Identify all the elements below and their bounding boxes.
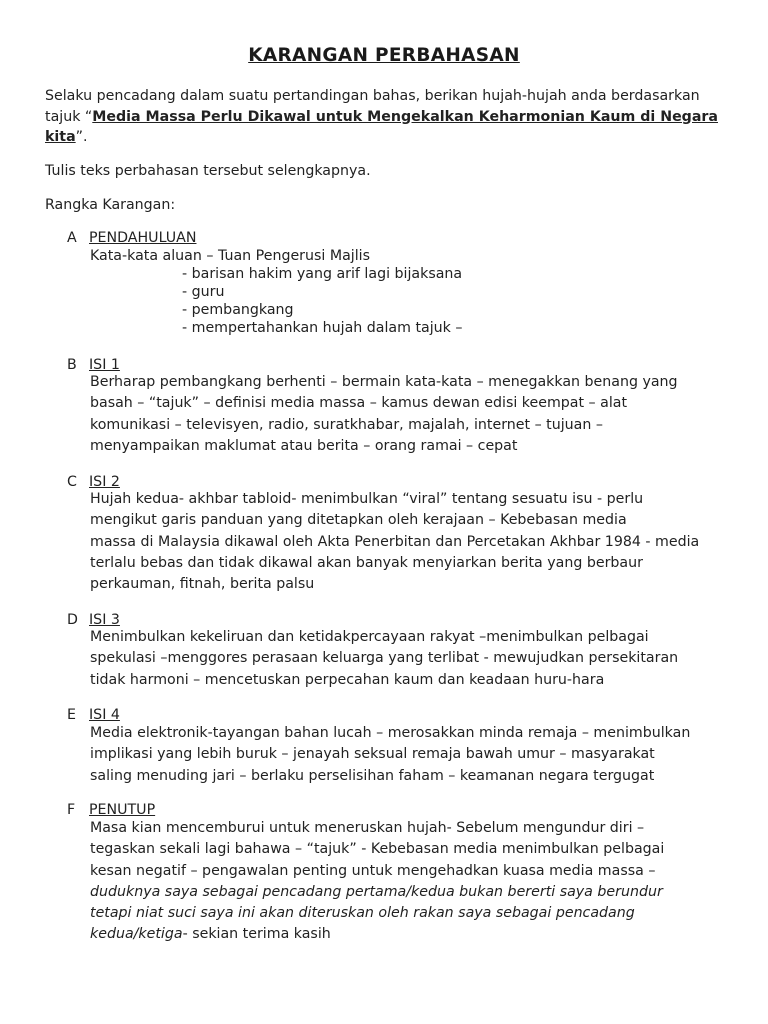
section-letter: A — [67, 230, 77, 246]
page-title: KARANGAN PERBAHASAN — [248, 45, 520, 66]
outline-label: Rangka Karangan: — [45, 197, 176, 213]
section-line: perkauman, fitnah, berita palsu — [90, 576, 315, 593]
section-heading-f — [67, 800, 155, 820]
section-line: terlalu bebas dan tidak dikawal akan banyak menyiarkan berita yang berbaur — [90, 554, 643, 571]
sub-item: - guru — [182, 284, 225, 300]
section-letter: F — [67, 802, 76, 818]
section-line: spekulasi –menggores perasaan keluarga yang terlibat - mewujudkan persekitaran — [90, 650, 679, 667]
section-line: Masa kian mencemburui untuk meneruskan hujah- Sebelum mengundur diri – — [90, 820, 645, 836]
section-letter: E — [67, 707, 76, 723]
section-letter: C — [67, 474, 77, 490]
closing-italic-text: kedua/ketiga — [90, 926, 183, 943]
section-line-italic: tetapi niat suci saya ini akan diteruskan oleh rakan saya sebagai pencadang — [90, 905, 635, 922]
section-heading-a — [67, 228, 196, 248]
sub-item: - mempertahankan hujah dalam tajuk – — [182, 320, 463, 336]
section-line: mengikut garis panduan yang ditetapkan oleh kerajaan – Kebebasan media — [90, 512, 627, 529]
section-title: ISI 3 — [89, 612, 120, 628]
section-a-sublist — [182, 265, 462, 337]
section-line: Hujah kedua- akhbar tabloid- menimbulkan “viral” tentang sesuatu isu - perlu — [90, 491, 644, 507]
section-body-d — [90, 627, 750, 691]
section-line: implikasi yang lebih buruk – jenayah seksual remaja bawah umur – masyarakat — [90, 746, 655, 763]
section-line: tegaskan sekali lagi bahawa – “tajuk” - Kebebasan media menimbulkan pelbagai — [90, 841, 665, 858]
sub-item: - pembangkang — [182, 302, 294, 318]
section-title: PENUTUP — [89, 802, 156, 818]
section-title: ISI 4 — [89, 707, 120, 723]
section-heading-e — [67, 705, 120, 725]
section-line: Media elektronik-tayangan bahan lucah – merosakkan minda remaja – menimbulkan — [90, 725, 691, 741]
section-body-f — [90, 818, 750, 946]
section-line-italic: duduknya saya sebagai pencadang pertama/kedua bukan bererti saya berundur — [90, 883, 663, 900]
intro-paragraph — [45, 86, 735, 148]
section-line: komunikasi – televisyen, radio, suratkhabar, majalah, internet – tujuan – — [90, 416, 603, 433]
intro-text: Selaku pencadang dalam suatu pertandingan bahas, berikan hujah-hujah anda berdasarkan tajuk “ — [45, 88, 700, 125]
section-line: basah – “tajuk” – definisi media massa – kamus dewan edisi keempat – alat — [90, 395, 628, 412]
section-letter: D — [67, 612, 78, 628]
section-line: kesan negatif – pengawalan penting untuk mengehadkan kuasa media massa – — [90, 862, 656, 879]
section-body-c — [90, 489, 750, 595]
section-body-e — [90, 723, 750, 787]
closing-plain-text: - sekian terima kasih — [182, 926, 331, 943]
section-body-b — [90, 372, 750, 457]
section-line: tidak harmoni – mencetuskan perpecahan kaum dan keadaan huru-hara — [90, 671, 605, 688]
section-title: ISI 2 — [89, 474, 120, 490]
section-line: Menimbulkan kekeliruan dan ketidakpercayaan rakyat –menimbulkan pelbagai — [90, 629, 649, 645]
section-line: saling menuding jari – berlaku perselisihan faham – keamanan negara tergugat — [90, 767, 655, 784]
section-title: PENDAHULUAN — [89, 230, 197, 246]
section-line: massa di Malaysia dikawal oleh Akta Penerbitan dan Percetakan Akhbar 1984 - media — [90, 533, 700, 550]
intro-closing: ”. — [75, 129, 88, 145]
section-line: Berharap pembangkang berhenti – bermain kata-kata – menegakkan benang yang — [90, 374, 678, 390]
section-letter: B — [67, 357, 77, 373]
sub-item: - barisan hakim yang arif lagi bijaksana — [182, 266, 463, 282]
instruction-text: Tulis teks perbahasan tersebut selengkapnya. — [45, 163, 371, 179]
section-closing-line — [90, 924, 750, 945]
essay-topic: Media Massa Perlu Dikawal untuk Mengekalkan Keharmonian Kaum di Negara kita — [45, 108, 718, 145]
section-title: ISI 1 — [89, 357, 120, 373]
section-line: menyampaikan maklumat atau berita – orang ramai – cepat — [90, 437, 518, 454]
section-line: Kata-kata aluan – Tuan Pengerusi Majlis — [90, 248, 370, 264]
